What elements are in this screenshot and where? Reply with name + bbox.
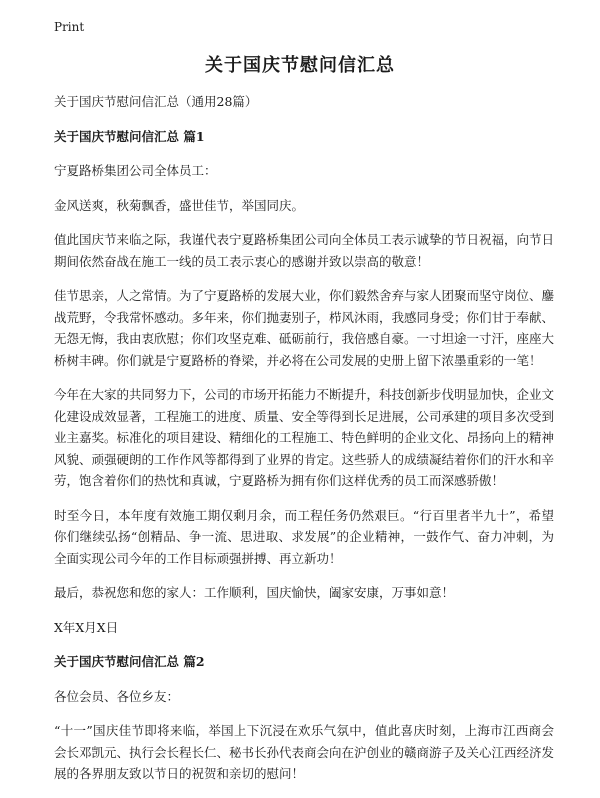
paragraph: 最后，恭祝您和您的家人：工作顺利，国庆愉快，阖家安康，万事如意！	[54, 585, 455, 600]
paragraph: 今年在大家的共同努力下，公司的市场开拓能力不断提升，科技创新步伐明显加快，企业文化建设成效显著，工程施工的进度、质量、安全等得到长足进展，公司承建的项目多次受到业主嘉奖。标准化的项目建设、精细化的工程施工、特色鲜明的企业文化、昂扬向上的精神风貌、顽强硬朗的工作作风等都得到了业界的肯定。这些骄人的成绩凝结着你们的汗水和辛劳，饱含着你们的热忱和真诚，宁夏路桥为拥有你们这样优秀的员工而深感骄傲！	[54, 387, 555, 488]
document-body	[54, 91, 554, 798]
letter-date: X年X月X日	[54, 619, 119, 635]
salutation: 宁夏路桥集团公司全体员工：	[54, 163, 217, 178]
section-heading: 关于国庆节慰问信汇总 篇1	[54, 128, 205, 144]
salutation: 各位会员、各位乡友：	[54, 688, 180, 704]
print-link[interactable]: Print	[54, 20, 85, 34]
paragraph: 时至今日，本年度有效施工期仅剩月余，而工程任务仍然艰巨。“行百里者半九十”，希望你们继续弘扬“创精品、争一流、思进取、求发展”的企业精神，一鼓作气、奋力冲刺，为全面实现公司今年的工作目标顽强拼搏、再立新功！	[54, 507, 554, 566]
paragraph: 金风送爽，秋菊飘香，盛世佳节，举国同庆。	[54, 197, 305, 213]
paragraph: 值此国庆节来临之际，我谨代表宁夏路桥集团公司向全体员工表示诚挚的节日祝福，向节日期间依然奋战在施工一线的员工表示衷心的感谢并致以崇高的敬意！	[54, 232, 555, 269]
document-subtitle: 关于国庆节慰问信汇总（通用28篇）	[54, 94, 258, 109]
document-title: 关于国庆节慰问信汇总	[205, 55, 395, 76]
paragraph: “十一”国庆佳节即将来临，举国上下沉浸在欢乐气氛中，值此喜庆时刻，上海市江西商会会长邓凯元、执行会长程长仁、秘书长孙代表商会向在沪创业的赣商游子及关心江西经济发展的各界朋友致以节日的祝贺和亲切的慰问！	[54, 723, 555, 781]
section-heading: 关于国庆节慰问信汇总 篇2	[54, 654, 205, 669]
paragraph: 佳节思亲，人之常情。为了宁夏路桥的发展大业，你们毅然舍弃与家人团聚而坚守岗位、鏖战荒野，令我常怀感动。多年来，你们抛妻别子，栉风沐雨，我感同身受；你们甘于奉献、无怨无悔，我由衷欣慰；你们攻坚克难、砥砺前行，我倍感自豪。一寸坦途一寸汗，座座大桥树丰碑。你们就是宁夏路桥的脊梁，并必将在公司发展的史册上留下浓墨重彩的一笔！	[54, 288, 555, 368]
